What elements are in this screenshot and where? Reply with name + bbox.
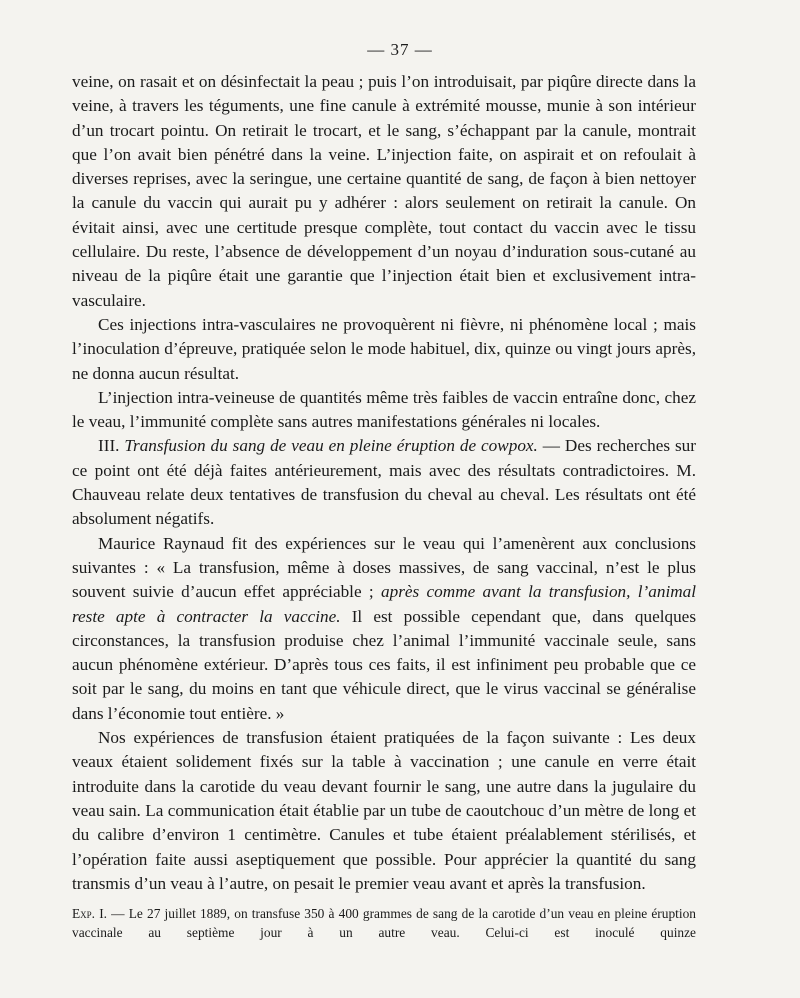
paragraph-2: Ces injections intra-vasculaires ne provoquèrent ni fièvre, ni phénomène local ; mais l’inoculation d’épreuve, pratiquée selon le mode habituel, dix, quinze ou vingt jours après, ne donna aucun résultat. xyxy=(72,314,696,383)
paragraph-4-section-iii xyxy=(72,434,696,531)
quote-part-a: Maurice Raynaud fit des expériences sur le veau qui l’amenèrent aux conclusions suivantes : « La transfusion, même à doses massives, de sang vaccinal, n’est le plus souvent suivie d’aucun effet appréciable ; xyxy=(72,533,696,602)
section-text: — Des recherches sur ce point ont été déjà faites antérieurement, mais avec des résultats contradictoires. M. Chauveau relate deux tentatives de transfusion du cheval au cheval. Les résultats ont été absolument négatifs. xyxy=(72,436,696,529)
page-number: — 37 — xyxy=(367,40,433,59)
experiment-note xyxy=(72,904,696,942)
paragraph-1: veine, on rasait et on désinfectait la peau ; puis l’on introduisait, par piqûre directe dans la veine, à travers les téguments, une fine canule à extrémité mousse, munie à son intérieur d’un trocart pointu. On retirait le trocart, et le sang, s’échappant par la canule, montrait que l’on avait bien pénétré dans la veine. L’injection faite, on aspirait et on refoulait à diverses reprises, avec la seringue, une certaine quantité de sang, de façon à bien nettoyer la canule du vaccin qui aurait pu y adhérer : alors seulement on retirait la canule. On évitait ainsi, avec une certitude presque complète, tout contact du vaccin avec le tissu cellulaire. Du reste, l’absence de développement d’un noyau d’induration sous-cutané au niveau de la piqûre était une garantie que l’injection était bien et exclusivement intra-vasculaire. xyxy=(72,72,696,310)
paragraph-3: L’injection intra-veineuse de quantités même très faibles de vaccin entraîne donc, chez le veau, l’immunité complète sans autres manifestations générales ni locales. xyxy=(72,387,696,432)
section-numeral: III. xyxy=(98,436,120,456)
quote-part-b: Il est possible cependant que, dans quelques circonstances, la transfusion produise chez l’animal l’immunité vaccinale seule, sans aucun phénomène extérieur. D’après tous ces faits, il est infiniment peu probable que ce soit par le sang, du moins en tant que véhicule direct, que le virus vaccinal se généralise dans l’économie tout entière. » xyxy=(72,606,697,723)
experiment-label: Exp. I. xyxy=(72,906,107,921)
quote-italic: après comme avant la transfusion, l’animal reste apte à contracter la vaccine. xyxy=(72,582,697,626)
section-title: Transfusion du sang de veau en pleine éruption de cowpox. xyxy=(124,436,538,456)
experiment-text: — Le 27 juillet 1889, on transfuse 350 à 400 grammes de sang de la carotide d’un veau en pleine éruption vaccinale au septième jour à un autre veau. Celui-ci est inoculé quinze xyxy=(72,906,696,940)
paragraph-5-raynaud-quote xyxy=(72,532,696,726)
paragraph-6: Nos expériences de transfusion étaient pratiquées de la façon suivante : Les deux veaux étaient solidement fixés sur la table à vaccination ; une canule en verre était introduite dans la carotide du veau devant fournir le sang, une autre dans la jugulaire du veau sain. La communication était établie par un tube de caoutchouc d’un mètre de long et du calibre d’environ 1 centimètre. Canules et tube étaient préalablement stérilisés, et l’opération faite aussi aseptiquement que possible. Pour apprécier la quantité du sang transmis d’un veau à l’autre, on pesait le premier veau avant et après la transfusion. xyxy=(72,728,696,893)
body-text xyxy=(72,70,696,896)
